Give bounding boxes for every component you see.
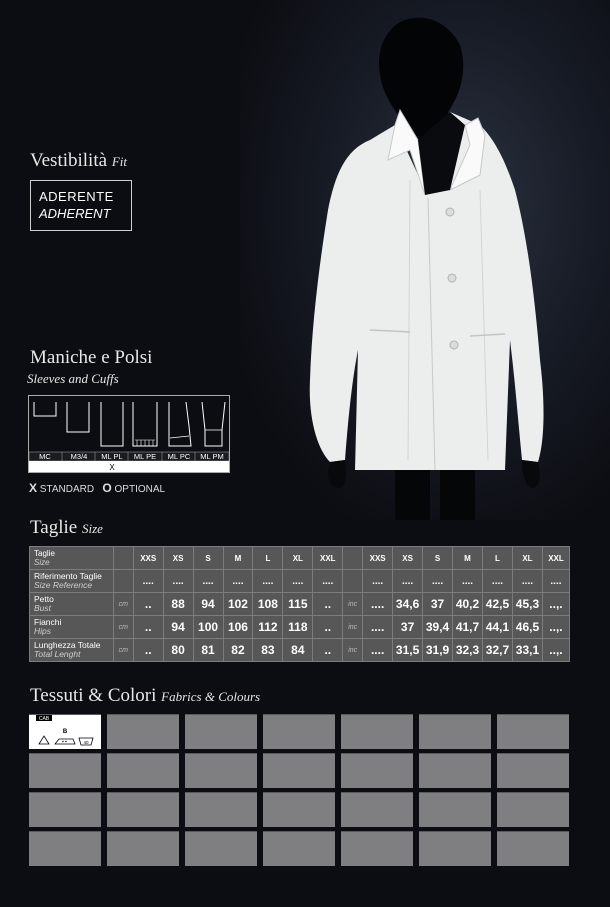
table-cell: .... bbox=[453, 570, 483, 593]
table-cell: 82 bbox=[223, 639, 253, 662]
unit-inc bbox=[343, 570, 363, 593]
fabric-swatch bbox=[185, 792, 257, 827]
table-cell: 102 bbox=[223, 593, 253, 616]
bleach-icon bbox=[39, 736, 49, 744]
table-cell: .. bbox=[313, 616, 343, 639]
fabric-letter: B bbox=[62, 729, 68, 735]
fabric-swatch bbox=[29, 753, 101, 788]
sleeves-chart bbox=[28, 395, 230, 473]
table-cell: .... bbox=[363, 570, 393, 593]
fabric-care-swatch bbox=[29, 714, 101, 749]
care-symbols-icon bbox=[29, 714, 101, 749]
row-label-en: Hips bbox=[34, 626, 52, 636]
table-cell: .. bbox=[133, 616, 163, 639]
table-cell: 108 bbox=[253, 593, 283, 616]
table-cell: .... bbox=[363, 593, 393, 616]
table-cell: .... bbox=[283, 570, 313, 593]
unit-inc: inc bbox=[343, 593, 363, 616]
table-cell: 46,5 bbox=[512, 616, 542, 639]
row-label-it: Riferimento Taglie bbox=[34, 571, 102, 581]
fabric-swatch bbox=[263, 792, 335, 827]
sleeve-diagrams bbox=[29, 396, 229, 472]
table-cell: M bbox=[223, 547, 253, 570]
row-label-it: Fianchi bbox=[34, 617, 62, 627]
sleeve-m34-icon bbox=[67, 402, 89, 432]
row-label-en: Bust bbox=[34, 603, 52, 613]
table-cell: XS bbox=[163, 547, 193, 570]
legend-standard: STANDARD bbox=[39, 484, 95, 495]
row-label bbox=[30, 570, 114, 593]
table-cell: XS bbox=[393, 547, 423, 570]
fabric-swatch bbox=[419, 714, 491, 749]
row-label bbox=[30, 593, 114, 616]
row-label-en: Size Reference bbox=[34, 580, 93, 590]
table-cell: 118 bbox=[283, 616, 313, 639]
table-cell: .... bbox=[483, 570, 513, 593]
table-row bbox=[30, 639, 570, 662]
size-title: Taglie bbox=[30, 517, 78, 538]
legend-optional: OPTIONAL bbox=[114, 484, 166, 495]
table-cell: L bbox=[483, 547, 513, 570]
table-cell: ..,. bbox=[542, 639, 569, 662]
fabric-swatch bbox=[185, 714, 257, 749]
table-cell: .... bbox=[313, 570, 343, 593]
table-cell: 112 bbox=[253, 616, 283, 639]
legend-optional-mark: O bbox=[102, 481, 112, 495]
unit-inc: inc bbox=[343, 616, 363, 639]
table-cell: 31,5 bbox=[393, 639, 423, 662]
fabric-swatch bbox=[419, 753, 491, 788]
unit-inc bbox=[343, 547, 363, 570]
lab-coat-image bbox=[300, 0, 600, 520]
table-cell: .... bbox=[363, 639, 393, 662]
fabric-swatch bbox=[107, 792, 179, 827]
table-row bbox=[30, 616, 570, 639]
table-cell: 94 bbox=[163, 616, 193, 639]
table-cell: 80 bbox=[163, 639, 193, 662]
size-title-en: Size bbox=[81, 521, 103, 536]
unit-cm: cm bbox=[113, 616, 133, 639]
table-row bbox=[30, 547, 570, 570]
table-cell: 32,7 bbox=[483, 639, 513, 662]
table-cell: .... bbox=[163, 570, 193, 593]
fabric-swatch bbox=[185, 753, 257, 788]
row-label-it: Taglie bbox=[34, 549, 55, 558]
sleeve-mlpl-icon bbox=[101, 402, 123, 446]
fit-value-en: ADHERENT bbox=[39, 206, 111, 221]
table-cell: .... bbox=[253, 570, 283, 593]
row-label-en: Size bbox=[34, 558, 50, 567]
table-cell: 106 bbox=[223, 616, 253, 639]
unit-cm: cm bbox=[113, 639, 133, 662]
sleeve-label-mlpm: ML PM bbox=[200, 452, 224, 461]
table-cell: 42,5 bbox=[483, 593, 513, 616]
table-cell: .... bbox=[193, 570, 223, 593]
table-cell: .. bbox=[313, 639, 343, 662]
fabric-swatch bbox=[263, 753, 335, 788]
sleeve-mc-icon bbox=[34, 402, 56, 416]
fabric-swatch bbox=[29, 792, 101, 827]
table-cell: .... bbox=[512, 570, 542, 593]
unit-cm bbox=[113, 570, 133, 593]
table-cell: .. bbox=[133, 639, 163, 662]
sleeve-label-m34: M3/4 bbox=[70, 452, 88, 461]
sleeve-label-mlpc: ML PC bbox=[167, 452, 191, 461]
table-row bbox=[30, 570, 570, 593]
table-cell: .... bbox=[223, 570, 253, 593]
table-cell: 40,2 bbox=[453, 593, 483, 616]
unit-cm: cm bbox=[113, 593, 133, 616]
row-label bbox=[30, 639, 114, 662]
table-cell: .... bbox=[542, 570, 569, 593]
sleeves-legend bbox=[29, 481, 165, 495]
table-cell: ..,. bbox=[542, 593, 569, 616]
table-cell: S bbox=[423, 547, 453, 570]
table-cell: ..,. bbox=[542, 616, 569, 639]
table-cell: S bbox=[193, 547, 223, 570]
unit-cm bbox=[113, 547, 133, 570]
row-label-it: Petto bbox=[34, 594, 54, 604]
table-cell: XXL bbox=[313, 547, 343, 570]
table-cell: 83 bbox=[253, 639, 283, 662]
sleeve-standard-mark: X bbox=[109, 463, 115, 472]
fabric-swatch bbox=[419, 831, 491, 866]
table-cell: 100 bbox=[193, 616, 223, 639]
fabric-swatch bbox=[185, 831, 257, 866]
sleeve-mlpm-icon bbox=[202, 402, 225, 446]
table-cell: 115 bbox=[283, 593, 313, 616]
fit-value-it: ADERENTE bbox=[39, 189, 114, 204]
fabric-swatch bbox=[341, 714, 413, 749]
fabric-swatch bbox=[341, 753, 413, 788]
iron-icon bbox=[55, 739, 75, 744]
fabric-swatch bbox=[29, 831, 101, 866]
fabrics-heading bbox=[30, 685, 260, 707]
fabric-swatch bbox=[497, 714, 569, 749]
table-cell: .. bbox=[133, 593, 163, 616]
sleeve-mlpe-icon bbox=[133, 402, 157, 446]
table-cell: 81 bbox=[193, 639, 223, 662]
fabric-swatch bbox=[263, 714, 335, 749]
fabric-swatch bbox=[497, 831, 569, 866]
table-cell: 39,4 bbox=[423, 616, 453, 639]
fabric-swatches bbox=[29, 714, 571, 866]
table-cell: 41,7 bbox=[453, 616, 483, 639]
fabric-swatch bbox=[107, 753, 179, 788]
legend-standard-mark: X bbox=[29, 481, 38, 495]
row-label-en: Total Lenght bbox=[34, 649, 81, 659]
table-cell: .... bbox=[363, 616, 393, 639]
table-cell: 34,6 bbox=[393, 593, 423, 616]
fabric-swatch bbox=[263, 831, 335, 866]
fabric-swatch bbox=[107, 831, 179, 866]
table-cell: .... bbox=[423, 570, 453, 593]
table-cell: XL bbox=[283, 547, 313, 570]
table-cell: 45,3 bbox=[512, 593, 542, 616]
table-cell: .... bbox=[393, 570, 423, 593]
table-cell: 37 bbox=[423, 593, 453, 616]
fit-value-box bbox=[30, 180, 132, 231]
table-cell: 31,9 bbox=[423, 639, 453, 662]
row-label bbox=[30, 616, 114, 639]
table-cell: 84 bbox=[283, 639, 313, 662]
table-cell: 33,1 bbox=[512, 639, 542, 662]
fabric-swatch bbox=[341, 831, 413, 866]
wash-temp: 40 bbox=[83, 740, 89, 745]
table-cell: 32,3 bbox=[453, 639, 483, 662]
unit-inc: inc bbox=[343, 639, 363, 662]
table-cell: XL bbox=[512, 547, 542, 570]
table-cell: .... bbox=[133, 570, 163, 593]
table-cell: .. bbox=[313, 593, 343, 616]
table-row bbox=[30, 593, 570, 616]
table-cell: XXS bbox=[363, 547, 393, 570]
fit-title-en: Fit bbox=[111, 154, 127, 169]
sleeve-label-mlpe: ML PE bbox=[133, 452, 157, 461]
sleeve-label-mc: MC bbox=[39, 452, 51, 461]
sleeve-label-mlpl: ML PL bbox=[101, 452, 123, 461]
size-heading bbox=[30, 517, 103, 539]
size-table bbox=[29, 546, 570, 662]
table-cell: M bbox=[453, 547, 483, 570]
table-cell: XXS bbox=[133, 547, 163, 570]
table-cell: L bbox=[253, 547, 283, 570]
fabric-swatch bbox=[497, 792, 569, 827]
fabric-swatch bbox=[107, 714, 179, 749]
fit-heading bbox=[30, 150, 127, 172]
table-cell: 37 bbox=[393, 616, 423, 639]
table-cell: 88 bbox=[163, 593, 193, 616]
table-cell: 94 bbox=[193, 593, 223, 616]
fit-title: Vestibilità bbox=[30, 150, 108, 171]
table-cell: XXL bbox=[542, 547, 569, 570]
fabric-code: CAB bbox=[38, 716, 50, 722]
fabric-swatch bbox=[419, 792, 491, 827]
sleeves-heading: Maniche e Polsi bbox=[30, 347, 153, 368]
fabrics-title: Tessuti & Colori bbox=[30, 685, 157, 706]
table-cell: 44,1 bbox=[483, 616, 513, 639]
row-label-it: Lunghezza Totale bbox=[34, 640, 101, 650]
fabric-swatch bbox=[497, 753, 569, 788]
fabrics-title-en: Fabrics & Colours bbox=[161, 689, 261, 704]
sleeve-mlpc-icon bbox=[169, 402, 191, 446]
fabric-swatch bbox=[341, 792, 413, 827]
sleeves-heading-en: Sleeves and Cuffs bbox=[27, 371, 119, 386]
row-label bbox=[30, 547, 114, 570]
